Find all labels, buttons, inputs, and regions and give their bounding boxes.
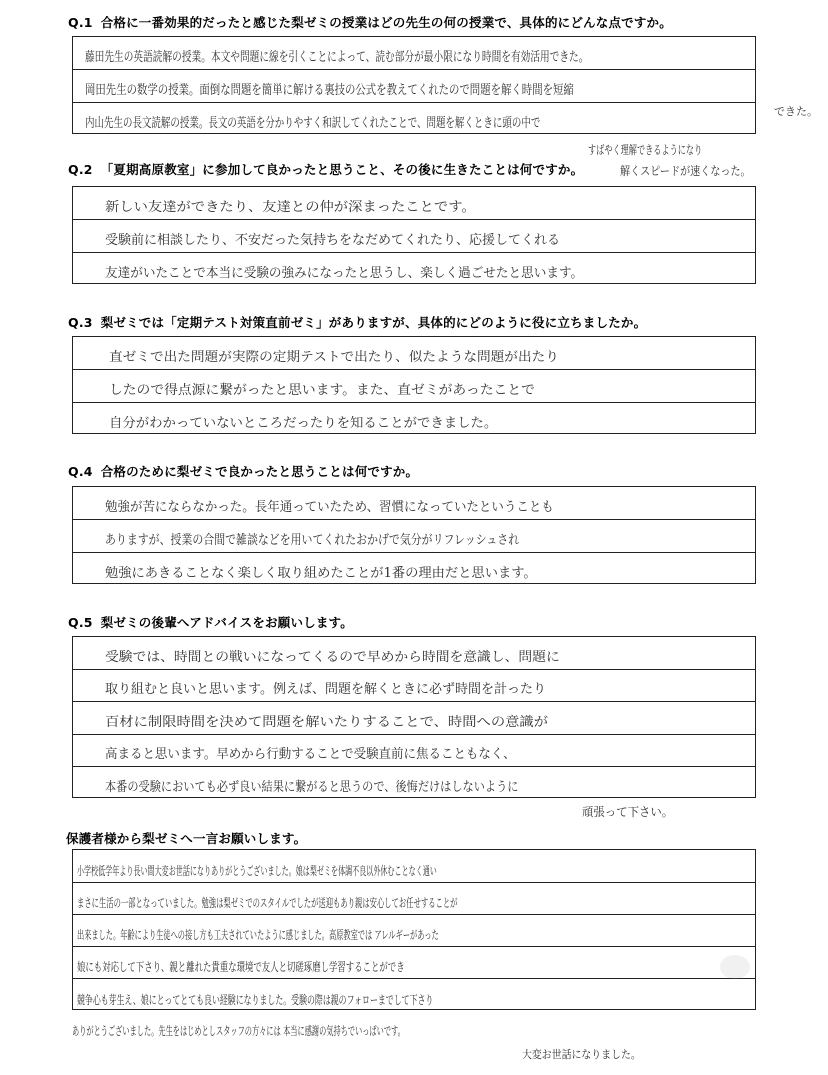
answer-line <box>73 220 755 253</box>
answer-line <box>73 370 755 403</box>
question-number: Q.2 <box>68 162 93 177</box>
answer-line <box>73 553 755 585</box>
answer-text: 競争心も芽生え、娘にとってとても良い経験になりました。受験の際は親のフォローまでして下さり <box>77 993 434 1007</box>
answer-overflow: ありがとうございました。先生をはじめとしスタッフの方々には 本当に感謝の気持ちでいっぱいです。 <box>72 1024 405 1038</box>
question-text: 梨ゼミでは「定期テスト対策直前ゼミ」がありますが、具体的にどのように役に立ちましたか。 <box>100 315 647 330</box>
answer-overflow: すばやく理解できるようになり <box>588 143 703 157</box>
question-text: 梨ゼミの後輩へアドバイスをお願いします。 <box>100 615 353 630</box>
question-number: Q.4 <box>68 464 93 479</box>
question-number: Q.5 <box>68 615 93 630</box>
answer-line <box>73 187 755 220</box>
answer-text: 勉強が苦にならなかった。長年通っていたため、習慣になっていたということも <box>105 500 554 515</box>
answer-box-4 <box>72 486 756 584</box>
answer-line <box>73 702 755 735</box>
answer-text: 受験では、時間との戦いになってくるので早めから時間を意識し、問題に <box>105 650 560 665</box>
scan-smudge <box>720 955 750 979</box>
answer-overflow: 大変お世話になりました。 <box>522 1048 641 1061</box>
question-text: 合格のために梨ゼミで良かったと思うことは何ですか。 <box>100 464 419 479</box>
question-4-title <box>68 462 418 480</box>
answer-line <box>73 637 755 670</box>
answer-box-5 <box>72 636 756 798</box>
answer-line <box>73 670 755 702</box>
answer-text: 小学校低学年より長い間大変お世話になりありがとうございました。娘は梨ゼミを体調不良以外休むことなく通い <box>77 864 437 878</box>
answer-line <box>73 253 755 285</box>
answer-text: 自分がわかっていないところだったりを知ることができました。 <box>109 416 498 431</box>
answer-box-3 <box>72 336 756 434</box>
question-text: 合格に一番効果的だったと感じた梨ゼミの授業はどの先生の何の授業で、具体的にどんな点ですか。 <box>100 15 672 30</box>
answer-line <box>73 767 755 799</box>
answer-line <box>73 487 755 520</box>
question-text: 「夏期高原教室」に参加して良かったと思うこと、その後に生きたことは何ですか。 <box>100 162 584 177</box>
answer-text: 直ゼミで出た問題が実際の定期テストで出たり、似たような問題が出たり <box>109 350 559 365</box>
parents-section-title <box>66 829 306 847</box>
answer-line <box>73 337 755 370</box>
answer-overflow: できた。 <box>774 105 818 118</box>
answer-text: 出来ました。年齢により生徒への接し方も工夫されていたように感じました。高原教室では アレルギーがあった <box>77 928 439 942</box>
answer-text: 岡田先生の数学の授業。面倒な問題を簡単に解ける裏技の公式を教えてくれたので問題を解く時間を短縮 <box>85 83 574 98</box>
answer-box-2 <box>72 186 756 284</box>
answer-line <box>73 103 755 135</box>
question-number: Q.3 <box>68 315 93 330</box>
answer-line <box>73 850 755 883</box>
answer-line <box>73 37 755 70</box>
answer-text: 取り組むと良いと思います。例えば、問題を解くときに必ず時間を計ったり <box>105 682 546 697</box>
question-5-title <box>68 613 353 631</box>
question-2-title <box>68 160 583 178</box>
answer-text: 新しい友達ができたり、友達との仲が深まったことです。 <box>105 200 476 215</box>
answer-box-parents <box>72 849 756 1010</box>
answer-overflow: 頑張って下さい。 <box>582 805 674 819</box>
answer-line <box>73 883 755 915</box>
answer-text: 藤田先生の英語読解の授業。本文や問題に線を引くことによって、読む部分が最小限になり時間を有効活用できた。 <box>85 50 589 65</box>
answer-line <box>73 735 755 767</box>
answer-box-1 <box>72 36 756 134</box>
answer-text: 受験前に相談したり、不安だった気持ちをなだめてくれたり、応援してくれる <box>105 233 561 248</box>
answer-line <box>73 947 755 979</box>
answer-text: まさに生活の一部となっていました。勉強は梨ゼミでのスタイルでしたが送迎もあり親は安心してお任せすることが <box>77 896 458 910</box>
question-number: Q.1 <box>68 15 93 30</box>
answer-line <box>73 403 755 435</box>
answer-text: 高まると思います。早めから行動することで受験直前に焦ることもなく、 <box>105 747 516 762</box>
answer-line <box>73 979 755 1011</box>
answer-line <box>73 915 755 947</box>
answer-text: 内山先生の長文読解の授業。長文の英語を分かりやすく和訳してくれたことで、問題を解くときに頭の中で <box>85 116 541 131</box>
answer-text: ありますが、授業の合間で雑談などを用いてくれたおかげで気分がリフレッシュされ <box>105 533 520 548</box>
answer-text: 勉強にあきることなく楽しく取り組めたことが1番の理由だと思います。 <box>105 566 537 581</box>
answer-text: 娘にも対応して下さり、親と離れた貴重な環境で友人と切磋琢磨し学習することができ <box>77 960 405 974</box>
answer-line <box>73 520 755 553</box>
answer-overflow: 解くスピードが速くなった。 <box>620 164 751 178</box>
question-3-title <box>68 313 646 331</box>
answer-text: したので得点源に繋がったと思います。また、直ゼミがあったことで <box>109 383 535 398</box>
question-text: 保護者様から梨ゼミへ一言お願いします。 <box>66 831 307 846</box>
answer-line <box>73 70 755 103</box>
answer-text: 友達がいたことで本当に受験の強みになったと思うし、楽しく過ごせたと思います。 <box>105 266 584 281</box>
answer-text: 本番の受験においても必ず良い結果に繋がると思うので、後悔だけはしないように <box>105 780 519 795</box>
answer-text: 百材に制限時間を決めて問題を解いたりすることで、時間への意識が <box>105 715 549 730</box>
question-1-title <box>68 13 672 31</box>
